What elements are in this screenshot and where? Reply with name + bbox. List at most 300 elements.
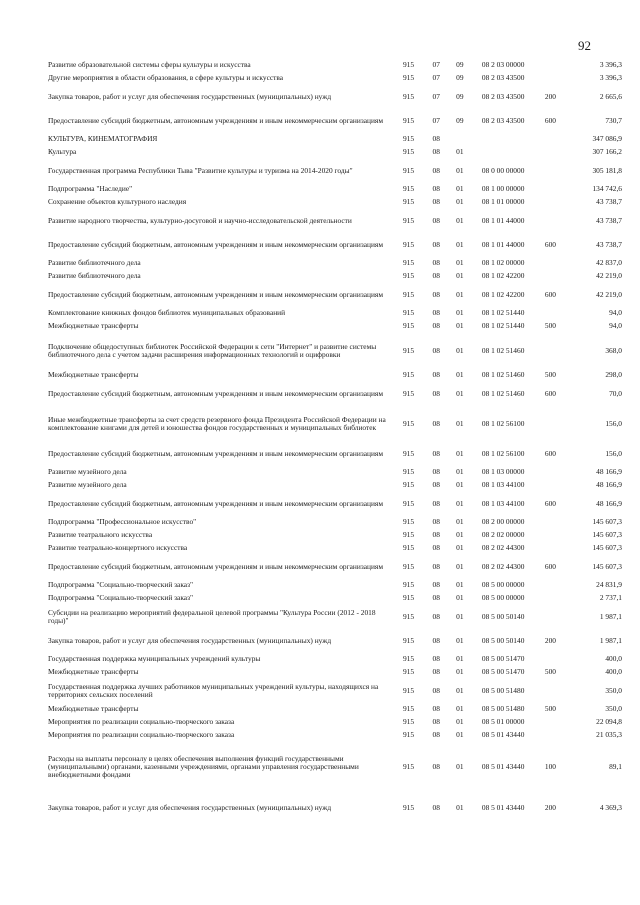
row-expense-type: 200 <box>544 635 556 645</box>
table-row <box>48 406 622 442</box>
row-subsection-code: 01 <box>456 543 464 553</box>
row-amount: 43 738,7 <box>596 215 622 225</box>
table-row <box>48 716 622 729</box>
table-row <box>48 703 622 716</box>
row-subsection-code: 01 <box>456 215 464 225</box>
row-target-article: 08 1 03 44100 <box>481 480 525 490</box>
row-target-article: 08 1 03 00000 <box>481 467 525 477</box>
row-section-code: 08 <box>432 517 440 527</box>
row-amount: 307 166,2 <box>592 147 622 157</box>
row-amount: 156,0 <box>605 418 622 428</box>
row-expense-type: 500 <box>544 370 556 380</box>
row-section-code: 08 <box>432 761 440 771</box>
row-subsection-code: 01 <box>456 593 464 603</box>
row-name: Предоставление субсидий бюджетным, автономным учреждениям и иным некоммерческим организациям <box>48 115 384 125</box>
row-subsection-code: 01 <box>456 448 464 458</box>
table-row <box>48 270 622 283</box>
table-row <box>48 629 622 653</box>
row-amount: 368,0 <box>605 345 622 355</box>
row-expense-type: 600 <box>544 388 556 398</box>
row-name: Мероприятия по реализации социально-творческого заказа <box>48 730 235 740</box>
row-expense-type <box>535 529 565 542</box>
page-number: 92 <box>578 38 591 53</box>
row-target-article: 08 1 01 44000 <box>481 239 525 249</box>
row-section-code: 08 <box>432 165 440 175</box>
row-amount: 145 607,3 <box>592 561 622 571</box>
row-section-code: 08 <box>432 543 440 553</box>
row-target-article: 08 1 02 51460 <box>481 370 525 380</box>
row-target-article: 08 1 01 00000 <box>481 197 525 207</box>
row-target-article: 08 5 01 43440 <box>481 802 525 812</box>
row-expense-type <box>535 729 565 742</box>
row-subsection-code: 01 <box>456 388 464 398</box>
row-admin-code: 915 <box>402 239 415 249</box>
row-expense-type <box>535 653 565 666</box>
table-row <box>48 792 622 824</box>
row-amount: 1 987,1 <box>599 611 622 621</box>
row-target-article: 08 1 02 51440 <box>481 308 525 318</box>
row-section-code: 08 <box>432 611 440 621</box>
table-row <box>48 109 622 133</box>
row-amount: 94,0 <box>609 321 622 331</box>
row-expense-type <box>535 196 565 209</box>
row-expense-type: 200 <box>544 91 556 101</box>
row-amount: 43 738,7 <box>596 239 622 249</box>
row-admin-code: 915 <box>402 215 415 225</box>
row-admin-code: 915 <box>402 165 415 175</box>
row-subsection-code: 01 <box>456 321 464 331</box>
row-subsection-code: 01 <box>456 258 464 268</box>
table-row <box>48 492 622 516</box>
table-row <box>48 729 622 742</box>
row-admin-code: 915 <box>402 370 415 380</box>
row-target-article: 08 2 02 44300 <box>481 561 525 571</box>
row-expense-type <box>535 59 565 72</box>
row-target-article: 08 5 01 43440 <box>481 761 525 771</box>
table-row <box>48 555 622 579</box>
row-subsection-code: 01 <box>456 239 464 249</box>
row-expense-type <box>535 579 565 592</box>
row-name: Предоставление субсидий бюджетным, автономным учреждениям и иным некоммерческим организациям <box>48 448 384 458</box>
row-name: Предоставление субсидий бюджетным, автономным учреждениям и иным некоммерческим организациям <box>48 388 384 398</box>
row-admin-code: 915 <box>402 530 415 540</box>
row-target-article: 08 1 00 00000 <box>481 184 525 194</box>
row-expense-type: 500 <box>544 704 556 714</box>
row-name: Развитие театрально-концертного искусства <box>48 543 188 553</box>
row-subsection-code: 01 <box>456 271 464 281</box>
row-section-code: 08 <box>432 530 440 540</box>
row-target-article: 08 2 03 43500 <box>481 91 525 101</box>
table-row <box>48 592 622 605</box>
row-target-article: 08 5 00 51480 <box>481 704 525 714</box>
row-name: Развитие образовательной системы сферы культуры и искусства <box>48 60 251 70</box>
row-expense-type: 600 <box>544 448 556 458</box>
row-admin-code: 915 <box>402 635 415 645</box>
row-name: Развитие театрального искусства <box>48 530 153 540</box>
table-row <box>48 442 622 466</box>
row-subsection-code: 01 <box>456 802 464 812</box>
row-subsection-code: 01 <box>456 467 464 477</box>
row-target-article: 08 5 00 51470 <box>481 667 525 677</box>
row-admin-code: 915 <box>402 271 415 281</box>
row-subsection-code: 01 <box>456 147 464 157</box>
row-target-article: 08 1 02 51460 <box>481 345 525 355</box>
row-expense-type <box>535 716 565 729</box>
row-amount: 3 396,3 <box>599 73 622 83</box>
row-subsection-code: 01 <box>456 197 464 207</box>
row-subsection-code: 01 <box>456 667 464 677</box>
row-amount: 305 181,8 <box>592 165 622 175</box>
row-expense-type: 500 <box>544 667 556 677</box>
row-amount: 42 837,0 <box>596 258 622 268</box>
row-expense-type <box>535 270 565 283</box>
table-row <box>48 257 622 270</box>
row-admin-code: 915 <box>402 593 415 603</box>
row-target-article: 08 2 02 00000 <box>481 530 525 540</box>
row-subsection-code: 01 <box>456 761 464 771</box>
row-admin-code: 915 <box>402 321 415 331</box>
row-subsection-code: 01 <box>456 685 464 695</box>
row-expense-type <box>535 72 565 85</box>
row-target-article: 08 1 02 00000 <box>481 258 525 268</box>
table-row <box>48 209 622 233</box>
row-section-code: 08 <box>432 467 440 477</box>
row-name: Межбюджетные трансферты <box>48 667 139 677</box>
row-subsection-code: 01 <box>456 730 464 740</box>
row-section-code: 07 <box>432 60 440 70</box>
row-name: Культура <box>48 147 77 157</box>
row-admin-code: 915 <box>402 115 415 125</box>
row-expense-type <box>535 146 565 159</box>
row-admin-code: 915 <box>402 611 415 621</box>
row-section-code: 08 <box>432 388 440 398</box>
row-admin-code: 915 <box>402 418 415 428</box>
table-row <box>48 579 622 592</box>
row-expense-type <box>535 516 565 529</box>
table-row <box>48 320 622 333</box>
row-section-code: 08 <box>432 448 440 458</box>
row-name: Комплектование книжных фондов библиотек муниципальных образований <box>48 308 286 318</box>
row-target-article: 08 5 00 51480 <box>481 685 525 695</box>
row-subsection-code: 09 <box>456 91 464 101</box>
row-subsection-code: 01 <box>456 704 464 714</box>
row-subsection-code: 09 <box>456 73 464 83</box>
row-name: Субсидии на реализацию мероприятий федеральной целевой программы "Культура России (2012 - 2018 годы)" <box>48 607 376 625</box>
row-section-code: 08 <box>432 289 440 299</box>
row-target-article <box>471 146 535 159</box>
row-name: Подпрограмма "Социально-творческий заказ" <box>48 593 194 603</box>
row-section-code: 08 <box>432 308 440 318</box>
row-subsection-code: 01 <box>456 418 464 428</box>
row-expense-type: 600 <box>544 561 556 571</box>
row-section-code: 08 <box>432 561 440 571</box>
row-target-article: 08 1 02 56100 <box>481 418 525 428</box>
row-target-article: 08 1 02 51460 <box>481 388 525 398</box>
row-target-article: 08 5 01 00000 <box>481 717 525 727</box>
row-expense-type <box>535 333 565 369</box>
table-row <box>48 72 622 85</box>
row-amount: 22 094,8 <box>596 717 622 727</box>
row-expense-type <box>535 133 565 146</box>
row-target-article: 08 2 03 00000 <box>481 60 525 70</box>
row-amount: 3 396,3 <box>599 60 622 70</box>
row-amount: 48 166,9 <box>596 467 622 477</box>
row-section-code: 08 <box>432 134 440 144</box>
row-admin-code: 915 <box>402 91 415 101</box>
row-expense-type: 100 <box>544 761 556 771</box>
row-target-article: 08 5 00 50140 <box>481 635 525 645</box>
row-amount: 145 607,3 <box>592 530 622 540</box>
table-row <box>48 85 622 109</box>
row-section-code: 08 <box>432 685 440 695</box>
row-name: Предоставление субсидий бюджетным, автономным учреждениям и иным некоммерческим организациям <box>48 289 384 299</box>
row-subsection-code: 01 <box>456 498 464 508</box>
row-admin-code: 915 <box>402 730 415 740</box>
budget-table-body <box>48 59 622 824</box>
row-amount: 94,0 <box>609 308 622 318</box>
row-name: КУЛЬТУРА, КИНЕМАТОГРАФИЯ <box>48 134 158 144</box>
row-expense-type <box>535 307 565 320</box>
row-target-article: 08 5 00 00000 <box>481 580 525 590</box>
row-name: Развитие библиотечного дела <box>48 258 141 268</box>
row-subsection-code: 01 <box>456 370 464 380</box>
row-name: Государственная программа Республики Тыва "Развитие культуры и туризма на 2014-2020 годы" <box>48 165 353 175</box>
row-name: Подпрограмма "Социально-творческий заказ" <box>48 580 194 590</box>
row-amount: 400,0 <box>605 667 622 677</box>
row-amount: 347 086,9 <box>592 134 622 144</box>
row-amount: 730,7 <box>605 115 622 125</box>
row-subsection-code: 01 <box>456 480 464 490</box>
row-name: Подпрограмма "Профессиональное искусство" <box>48 517 197 527</box>
row-amount: 350,0 <box>605 704 622 714</box>
table-row <box>48 283 622 307</box>
row-subsection-code: 09 <box>456 60 464 70</box>
row-admin-code: 915 <box>402 654 415 664</box>
row-name: Расходы на выплаты персоналу в целях обеспечения выполнения функций государственными (муниципальными) органами, казенными учреждениями, органами управления государственными внебюджетными фондами <box>48 753 359 780</box>
row-admin-code: 915 <box>402 467 415 477</box>
row-amount: 42 219,0 <box>596 289 622 299</box>
row-name: Государственная поддержка муниципальных учреждений культуры <box>48 654 261 664</box>
row-subsection-code: 01 <box>456 530 464 540</box>
row-name: Межбюджетные трансферты <box>48 321 139 331</box>
row-expense-type: 600 <box>544 115 556 125</box>
row-name: Закупка товаров, работ и услуг для обеспечения государственных (муниципальных) нужд <box>48 802 332 812</box>
table-row <box>48 605 622 629</box>
row-target-article: 08 1 02 42200 <box>481 271 525 281</box>
row-expense-type <box>535 183 565 196</box>
row-name: Развитие музейного дела <box>48 467 127 477</box>
row-name: Другие мероприятия в области образования, в сфере культуры и искусства <box>48 73 284 83</box>
row-name: Государственная поддержка лучших работников муниципальных учреждений культуры, находящихся на территориях сельских поселений <box>48 681 379 699</box>
row-section-code: 08 <box>432 345 440 355</box>
row-amount: 48 166,9 <box>596 480 622 490</box>
row-expense-type: 600 <box>544 289 556 299</box>
row-amount: 43 738,7 <box>596 197 622 207</box>
row-section-code: 07 <box>432 73 440 83</box>
row-amount: 42 219,0 <box>596 271 622 281</box>
row-admin-code: 915 <box>402 667 415 677</box>
row-admin-code: 915 <box>402 717 415 727</box>
table-row <box>48 742 622 792</box>
table-row <box>48 146 622 159</box>
row-expense-type <box>535 479 565 492</box>
row-section-code: 08 <box>432 258 440 268</box>
table-row <box>48 653 622 666</box>
row-amount: 48 166,9 <box>596 498 622 508</box>
row-expense-type: 200 <box>544 802 556 812</box>
row-amount: 21 035,3 <box>596 730 622 740</box>
row-name: Закупка товаров, работ и услуг для обеспечения государственных (муниципальных) нужд <box>48 635 332 645</box>
row-admin-code: 915 <box>402 134 415 144</box>
table-row <box>48 529 622 542</box>
row-target-article: 08 5 00 51470 <box>481 654 525 664</box>
row-name: Предоставление субсидий бюджетным, автономным учреждениям и иным некоммерческим организациям <box>48 239 384 249</box>
row-admin-code: 915 <box>402 580 415 590</box>
row-name: Сохранение объектов культурного наследия <box>48 197 187 207</box>
row-amount: 350,0 <box>605 685 622 695</box>
row-section-code: 08 <box>432 730 440 740</box>
row-admin-code: 915 <box>402 543 415 553</box>
row-section-code: 08 <box>432 654 440 664</box>
row-section-code: 08 <box>432 498 440 508</box>
row-section-code: 08 <box>432 215 440 225</box>
row-subsection-code: 01 <box>456 289 464 299</box>
budget-table <box>48 59 622 824</box>
row-name: Предоставление субсидий бюджетным, автономным учреждениям и иным некоммерческим организациям <box>48 561 384 571</box>
row-admin-code: 915 <box>402 480 415 490</box>
row-target-article: 08 5 00 50140 <box>481 611 525 621</box>
row-target-article: 08 2 03 43500 <box>481 73 525 83</box>
table-row <box>48 196 622 209</box>
row-subsection-code: 01 <box>456 184 464 194</box>
row-expense-type: 500 <box>544 321 556 331</box>
row-admin-code: 915 <box>402 308 415 318</box>
row-admin-code: 915 <box>402 685 415 695</box>
row-section-code: 08 <box>432 480 440 490</box>
row-amount: 134 742,6 <box>592 184 622 194</box>
table-row <box>48 479 622 492</box>
row-name: Межбюджетные трансферты <box>48 370 139 380</box>
table-row <box>48 159 622 183</box>
row-target-article: 08 2 00 00000 <box>481 517 525 527</box>
row-amount: 400,0 <box>605 654 622 664</box>
row-expense-type <box>535 257 565 270</box>
row-admin-code: 915 <box>402 704 415 714</box>
row-section-code: 08 <box>432 802 440 812</box>
row-expense-type <box>535 605 565 629</box>
row-admin-code: 915 <box>402 184 415 194</box>
row-name: Предоставление субсидий бюджетным, автономным учреждениям и иным некоммерческим организациям <box>48 498 384 508</box>
row-subsection-code: 01 <box>456 580 464 590</box>
row-subsection-code: 01 <box>456 308 464 318</box>
row-name: Иные межбюджетные трансферты за счет средств резервного фонда Президента Российской Федерации на комплектование книгами для детей и юношества фондов государственных и муниципальных библиотек <box>48 414 386 432</box>
row-amount: 145 607,3 <box>592 517 622 527</box>
row-target-article: 08 1 01 44000 <box>481 215 525 225</box>
row-section-code: 08 <box>432 418 440 428</box>
row-admin-code: 915 <box>402 561 415 571</box>
table-row <box>48 307 622 320</box>
row-expense-type <box>535 542 565 555</box>
row-target-article: 08 1 03 44100 <box>481 498 525 508</box>
row-amount: 145 607,3 <box>592 543 622 553</box>
row-section-code: 08 <box>432 184 440 194</box>
row-subsection-code: 01 <box>456 635 464 645</box>
row-subsection-code: 01 <box>456 517 464 527</box>
row-name: Мероприятия по реализации социально-творческого заказа <box>48 717 235 727</box>
row-amount: 89,1 <box>609 761 622 771</box>
row-section-code: 08 <box>432 580 440 590</box>
row-admin-code: 915 <box>402 517 415 527</box>
row-expense-type <box>535 466 565 479</box>
row-name: Закупка товаров, работ и услуг для обеспечения государственных (муниципальных) нужд <box>48 91 332 101</box>
row-target-article: 08 1 02 51440 <box>481 321 525 331</box>
row-name: Межбюджетные трансферты <box>48 704 139 714</box>
row-amount: 24 831,9 <box>596 580 622 590</box>
row-section-code: 07 <box>432 91 440 101</box>
row-name: Развитие музейного дела <box>48 480 127 490</box>
row-admin-code: 915 <box>402 498 415 508</box>
row-section-code: 08 <box>432 704 440 714</box>
table-row <box>48 133 622 146</box>
row-section-code: 08 <box>432 239 440 249</box>
row-admin-code: 915 <box>402 802 415 812</box>
table-row <box>48 183 622 196</box>
row-expense-type <box>535 159 565 183</box>
row-admin-code: 915 <box>402 258 415 268</box>
table-row <box>48 382 622 406</box>
row-target-article: 08 0 00 00000 <box>481 165 525 175</box>
row-admin-code: 915 <box>402 289 415 299</box>
row-section-code: 08 <box>432 197 440 207</box>
row-section-code: 08 <box>432 271 440 281</box>
row-admin-code: 915 <box>402 197 415 207</box>
table-row <box>48 666 622 679</box>
row-name: Развитие библиотечного дела <box>48 271 141 281</box>
table-row <box>48 369 622 382</box>
row-section-code: 08 <box>432 321 440 331</box>
row-admin-code: 915 <box>402 761 415 771</box>
row-admin-code: 915 <box>402 60 415 70</box>
row-subsection-code: 01 <box>456 611 464 621</box>
row-section-code: 08 <box>432 667 440 677</box>
row-subsection-code: 01 <box>456 654 464 664</box>
row-expense-type <box>535 592 565 605</box>
row-name: Развитие народного творчества, культурно-досуговой и научно-исследовательской деятельности <box>48 215 352 225</box>
row-admin-code: 915 <box>402 147 415 157</box>
row-subsection-code: 09 <box>456 115 464 125</box>
row-section-code: 07 <box>432 115 440 125</box>
row-target-article: 08 1 02 56100 <box>481 448 525 458</box>
row-name: Подпрограмма "Наследие" <box>48 184 133 194</box>
row-amount: 156,0 <box>605 448 622 458</box>
row-expense-type: 600 <box>544 239 556 249</box>
row-expense-type <box>535 209 565 233</box>
row-section-code: 08 <box>432 370 440 380</box>
table-row <box>48 59 622 72</box>
table-row <box>48 466 622 479</box>
row-amount: 298,0 <box>605 370 622 380</box>
row-target-article: 08 5 01 43440 <box>481 730 525 740</box>
table-row <box>48 542 622 555</box>
row-amount: 1 987,1 <box>599 635 622 645</box>
row-section-code: 08 <box>432 593 440 603</box>
row-target-article: 08 2 02 44300 <box>481 543 525 553</box>
row-subsection-code: 01 <box>456 561 464 571</box>
row-target-article: 08 5 00 00000 <box>481 593 525 603</box>
row-name: Подключение общедоступных библиотек Российской Федерации к сети "Интернет" и развитие системы библиотечного дела с учетом задачи расширения информационных технологий и оцифровки <box>48 341 377 359</box>
table-row <box>48 333 622 369</box>
row-subsection-code: 01 <box>456 345 464 355</box>
